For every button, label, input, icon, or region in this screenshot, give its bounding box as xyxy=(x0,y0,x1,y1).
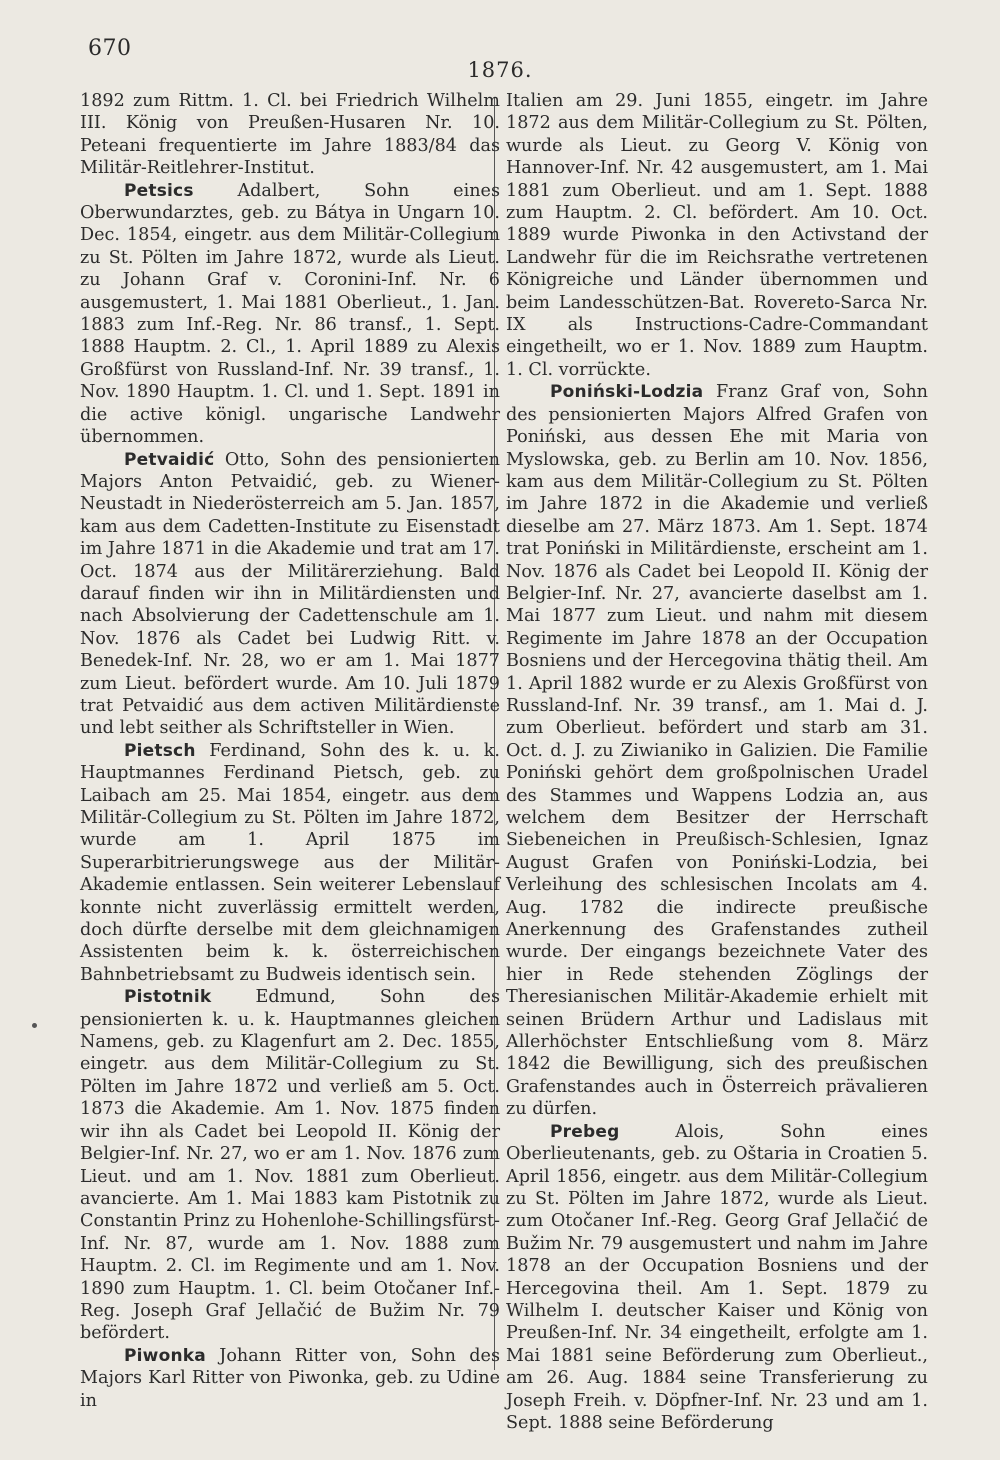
entry-text: Alois, Sohn eines Oberlieutenants, geb. zu Oštaria in Croatien 5. April 1856, eingetr. aus dem Militär-Collegium zu St. Pölten im Jahre 1872, wurde als Lieut. zum Otočaner Inf.-Reg. Georg Graf Jellačić de Bužim Nr. 79 ausgemustert und nahm im Jahre 1878 an der Occupation Bosniens und der Hercegovina theil. Am 1. Sept. 1879 zu Wilhelm I. deutscher Kaiser und König von Preußen-Inf. Nr. 34 eingetheilt, erfolgte am 1. Mai 1881 seine Beförderung zum Oberlieut., am 26. Aug. 1884 seine Transferierung zu Joseph Freih. v. Döpfner-Inf. Nr. 23 und am 1. Sept. 1888 seine Beförderung xyxy=(506,1121,928,1433)
entry-name: Poniński-Lodzia xyxy=(550,382,704,403)
page-number: 670 xyxy=(88,36,132,61)
left-continuation-paragraph: 1892 zum Rittm. 1. Cl. bei Friedrich Wilhelm III. König von Preußen-Husaren Nr. 10. Peteani frequentierte im Jahre 1883/84 das Militär-Reitlehrer-Institut. xyxy=(80,91,500,179)
entry-text: Edmund, Sohn des pensionierten k. u. k. Hauptmannes gleichen Namens, geb. zu Klagenfurt am 2. Dec. 1855, eingetr. aus dem Militär-Collegium zu St. Pölten im Jahre 1872 und verließ am 5. Oct. 1873 die Akademie. Am 1. Nov. 1875 finden wir ihn als Cadet bei Leopold II. König der Belgier-Inf. Nr. 27, wo er am 1. Nov. 1876 zum Lieut. und am 1. Nov. 1881 zum Oberlieut. avancierte. Am 1. Mai 1883 kam Pistotnik zu Constantin Prinz zu Hohenlohe-Schillingsfürst-Inf. Nr. 87, wurde am 1. Nov. 1888 zum Hauptm. 2. Cl. im Regimente und am 1. Nov. 1890 zum Hauptm. 1. Cl. beim Otočaner Inf.-Reg. Joseph Graf Jellačić de Bužim Nr. 79 befördert. xyxy=(80,987,500,1344)
entry-prebeg xyxy=(506,1121,928,1435)
entry-piwonka xyxy=(80,1345,500,1412)
entry-text: Adalbert, Sohn eines Oberwundarztes, geb. zu Bátya in Ungarn 10. Dec. 1854, eingetr. aus dem Militär-Collegium zu St. Pölten im Jahre 1872, wurde als Lieut. zu Johann Graf v. Coronini-Inf. Nr. 6 ausgemustert, 1. Mai 1881 Oberlieut., 1. Jan. 1883 zum Inf.-Reg. Nr. 86 transf., 1. Sept. 1888 Hauptm. 2. Cl., 1. April 1889 zu Alexis Großfürst von Russland-Inf. Nr. 39 transf., 1. Nov. 1890 Hauptm. 1. Cl. und 1. Sept. 1891 in die active königl. ungarische Landwehr übernommen. xyxy=(80,180,500,448)
entry-text: Otto, Sohn des pensionierten Majors Anton Petvaidić, geb. zu Wiener-Neustadt in Niederösterreich am 5. Jan. 1857, kam aus dem Cadetten-Institute zu Eisenstadt im Jahre 1871 in die Akademie und trat am 17. Oct. 1874 aus der Militärerziehung. Bald darauf finden wir ihn in Militärdiensten und nach Absolvierung der Cadettenschule am 1. Nov. 1876 als Cadet bei Ludwig Ritt. v. Benedek-Inf. Nr. 28, wo er am 1. Mai 1877 zum Lieut. befördert wurde. Am 10. Juli 1879 trat Petvaidić aus dem activen Militärdienste und lebt seither als Schriftsteller in Wien. xyxy=(80,449,500,739)
page-year-header: 1876. xyxy=(467,58,533,82)
entry-name: Petvaidić xyxy=(124,449,215,470)
right-continuation-paragraph: Italien am 29. Juni 1855, eingetr. im Jahre 1872 aus dem Militär-Collegium zu St. Pölten, wurde als Lieut. zu Georg V. König von Hannover-Inf. Nr. 42 ausgemustert, am 1. Mai 1881 zum Oberlieut. und am 1. Sept. 1888 zum Hauptm. 2. Cl. befördert. Am 10. Oct. 1889 wurde Piwonka in den Activstand der Landwehr für die im Reichsrathe vertretenen Königreiche und Länder übernommen und beim Landesschützen-Bat. Rovereto-Sarca Nr. IX als Instructions-Cadre-Commandant eingetheilt, wo er 1. Nov. 1889 zum Hauptm. 1. Cl. vorrückte. xyxy=(506,91,928,380)
entry-name: Prebeg xyxy=(550,1121,620,1142)
entry-petsics xyxy=(80,180,500,449)
entry-petvaidic xyxy=(80,449,500,740)
entry-name: Pistotnik xyxy=(124,987,212,1008)
entry-text: Ferdinand, Sohn des k. u. k. Hauptmannes Ferdinand Pietsch, geb. zu Laibach am 25. Mai 1854, eingetr. aus dem Militär-Collegium zu St. Pölten im Jahre 1872, wurde am 1. April 1875 im Superarbitrierungswege aus der Militär-Akademie entlassen. Sein weiterer Lebenslauf konnte nicht zuverlässig ermittelt werden, doch dürfte derselbe mit dem gleichnamigen Assistenten beim k. k. österreichischen Bahnbetriebsamt zu Budweis identisch sein. xyxy=(80,740,500,985)
entry-text: Franz Graf von, Sohn des pensionierten Majors Alfred Grafen von Poniński, aus dessen Ehe mit Maria von Myslowska, geb. zu Berlin am 10. Nov. 1856, kam aus dem Militär-Collegium zu St. Pölten im Jahre 1872 in die Akademie und verließ dieselbe am 27. März 1873. Am 1. Sept. 1874 trat Poniński in Militärdienste, erscheint am 1. Nov. 1876 als Cadet bei Leopold II. König der Belgier-Inf. Nr. 27, avancierte daselbst am 1. Mai 1877 zum Lieut. und nahm mit diesem Regimente im Jahre 1878 an der Occupation Bosniens und der Hercegovina thätig theil. Am 1. April 1882 wurde er zu Alexis Großfürst von Russland-Inf. Nr. 39 transf., am 1. Mai d. J. zum Oberlieut. befördert und starb am 31. Oct. d. J. zu Ziwianiko in Galizien. Die Familie Poniński gehört dem großpolnischen Uradel des Stammes und Wappens Lodzia an, aus welchem dem Besitzer der Herrschaft Siebeneichen in Preußisch-Schlesien, Ignaz August Grafen von Poniński-Lodzia, bei Verleihung des schlesischen Incolats am 4. Aug. 1782 die indirecte preußische Anerkennung des Grafenstandes zutheil wurde. Der eingangs bezeichnete Vater des hier in Rede stehenden Zöglings der Theresianischen Militär-Akademie erhielt mit seinen Brüdern Arthur und Ladislaus mit Allerhöchster Entschließung vom 8. März 1842 die Bewilligung, sich des preußischen Grafenstandes auch in Österreich prävalieren zu dürfen. xyxy=(506,382,928,1120)
entry-pistotnik xyxy=(80,986,500,1345)
entry-name: Petsics xyxy=(124,180,194,201)
entry-text: Johann Ritter von, Sohn des Majors Karl Ritter von Piwonka, geb. zu Udine in xyxy=(80,1345,500,1411)
left-column xyxy=(80,90,500,1412)
entry-poninski-lodzia xyxy=(506,381,928,1120)
entry-pietsch xyxy=(80,740,500,986)
entry-name: Piwonka xyxy=(124,1345,206,1366)
entry-name: Pietsch xyxy=(124,740,196,761)
right-column xyxy=(506,90,928,1434)
margin-speck xyxy=(32,1023,37,1028)
